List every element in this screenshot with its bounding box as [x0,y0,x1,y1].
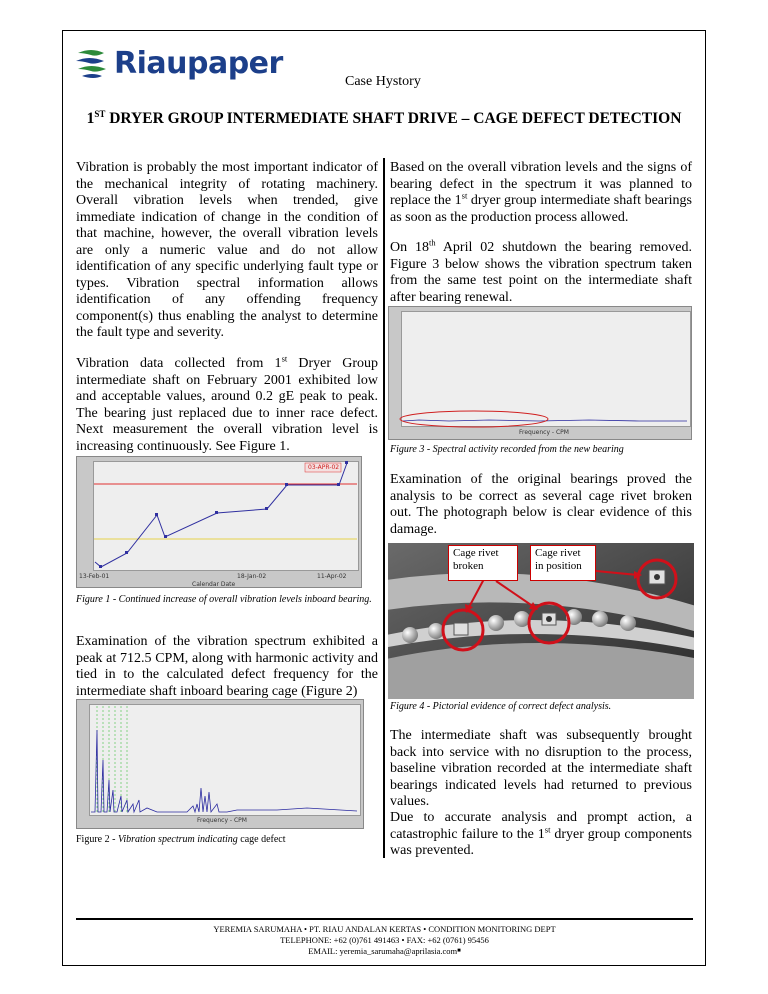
figure-1-marker-label: 03-APR-02 [308,464,340,471]
right-paragraph-1: Based on the overall vibration levels and the signs of bearing defect in the spectrum it was planned to replace the 1st dryer group intermediate shaft bearings as soon as the production process allowed. [390,160,692,225]
figure-2-xlabel: Frequency - CPM [197,817,247,824]
figure-3-caption: Figure 3 - Spectral activity recorded from the new bearing [390,444,624,455]
figure-1-trend-chart [76,456,362,588]
figure-2-plot [77,700,365,830]
logo [74,46,283,81]
footer-line-1: YEREMIA SARUMAHA • PT. RIAU ANDALAN KERTAS • CONDITION MONITORING DEPT [213,924,556,934]
left-paragraph-3: Examination of the vibration spectrum exhibited a peak at 712.5 CPM, along with harmonic activity and tied in to the calculated defect frequency for the intermediate shaft inboard bearing cage (Figure 2) [76,634,378,699]
brand-name: Riaupaper [114,46,283,81]
footer-rule [76,918,693,920]
footer-line-3: EMAIL: yeremia_sarumaha@aprilasia.com■ [308,946,461,956]
riaupaper-leaf-icon [74,47,108,81]
figure-3-xlabel: Frequency - CPM [519,429,569,436]
figure-1-plot [77,457,363,589]
figure-4-caption: Figure 4 - Pictorial evidence of correct defect analysis. [390,701,612,712]
footer-line-2: TELEPHONE: +62 (0)761 491463 • FAX: +62 (0761) 95456 [280,935,489,945]
figure-3-spectrum-chart [388,306,692,440]
right-paragraph-4: The intermediate shaft was subsequently brought back into service with no disruption to the process, baseline vibration recorded at the intermediate shaft bearings indicated levels had returned to previous values. [390,728,692,809]
page-title: 1ST DRYER GROUP INTERMEDIATE SHAFT DRIVE – CAGE DEFECT DETECTION [86,109,682,128]
figure-2-spectrum-chart [76,699,364,829]
figure-1-xlabel: Calendar Date [192,581,236,588]
footer [76,924,693,957]
right-paragraph-3: Examination of the original bearings proved the analysis to be correct as several cage rivet broken out. The photograph below is clear evidence of this damage. [390,472,692,537]
right-paragraph-2: On 18th April 02 shutdown the bearing removed. Figure 3 below shows the vibration spectrum taken from the same test point on the intermediate shaft after bearing renewal. [390,237,692,305]
figure-1-caption: Figure 1 - Continued increase of overall vibration levels inboard bearing. [76,594,372,605]
figure-2-caption: Figure 2 - Vibration spectrum indicating cage defect [76,834,286,845]
left-paragraph-1: Vibration is probably the most important indicator of the mechanical integrity of rotating machinery. Overall vibration levels when trended, give immediate indication of change in the condition of that machine, however, the overall vibration levels are only a numeric value and do not allow identification of any specific underlying fault type or types. Vibration spectral information allows identification of any offending frequency component(s) thus enabling the analyst to determine the fault type and severity. [76,160,378,340]
callout-cage-rivet-broken: Cage rivet broken [448,545,518,581]
figure-1-tick-right: 11-Apr-02 [317,573,347,580]
figure-3-plot [389,307,693,441]
column-divider [383,158,385,858]
figure-1-tick-left: 13-Feb-01 [79,573,110,580]
document-type: Case Hystory [345,74,421,89]
figure-1-tick-mid: 18-Jan-02 [237,573,267,580]
right-paragraph-5: Due to accurate analysis and prompt action, a catastrophic failure to the 1st dryer group components was prevented. [390,810,692,858]
callout-cage-rivet-in-position: Cage rivet in position [530,545,596,581]
left-paragraph-2: Vibration data collected from 1st Dryer Group intermediate shaft on February 2001 exhibited low and acceptable values, around 0.2 gE peak to peak. The bearing just replaced due to inner race defect. Next measurement the overall vibration level is increasing continuously. See Figure 1. [76,353,378,454]
